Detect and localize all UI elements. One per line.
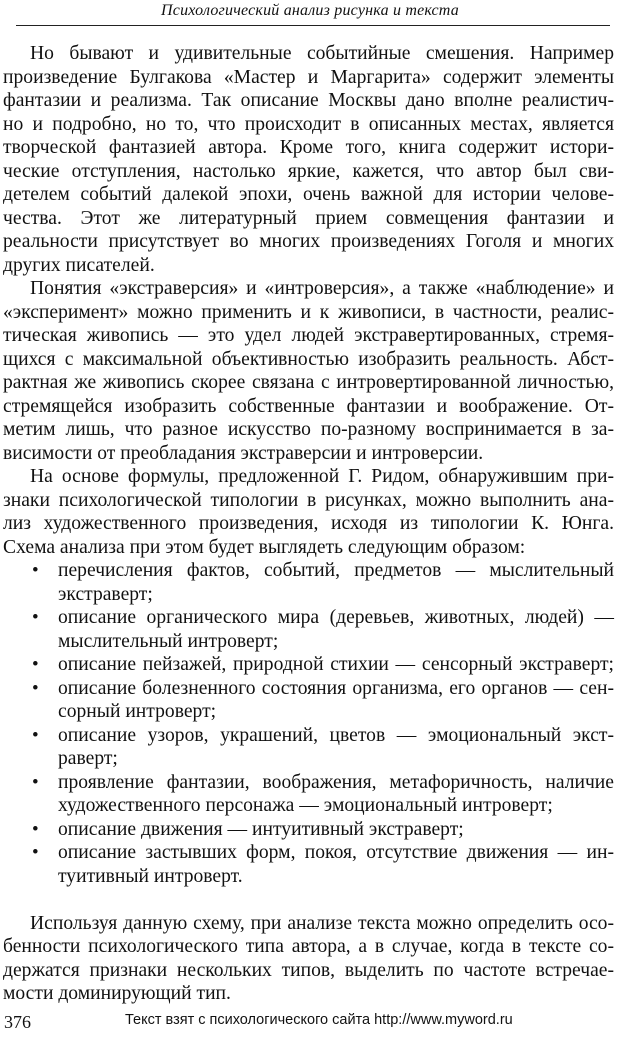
list-bullet: • (32, 771, 39, 793)
text-line: произведение Булгакова «Мастер и Маргарита» содержит элементы (3, 66, 614, 88)
list-item: туитивный интроверт. (58, 865, 243, 887)
list-bullet: • (32, 654, 39, 675)
text-line: висимости от преобладания экстраверсии и интроверсии. (3, 442, 484, 464)
text-line: но и подробно, но то, что происходит в описанных местах, является (3, 113, 614, 135)
text-line: чества. Этот же литературный прием совмещения фантазии и (3, 207, 614, 229)
list-bullet: • (32, 560, 39, 581)
text-line: творческой фантазией автора. Кроме того, книга содержит истори- (3, 137, 614, 158)
text-line: лиз художественного произведения, исходя из типологии К. Юнга. (3, 513, 614, 534)
text-line: фантазии и реализма. Так описание Москвы дано вполне реалистич- (3, 90, 614, 111)
list-item: описание органического мира (деревьев, животных, людей) — (58, 607, 614, 628)
page-number: 376 (4, 1012, 31, 1032)
list-item: описание застывших форм, покоя, отсутствие движения — ин- (58, 842, 614, 863)
source-footer: Текст взят с психологического сайта http://www.myword.ru (125, 1012, 513, 1028)
list-item: описание пейзажей, природной стихии — сенсорный экстраверт; (58, 654, 614, 675)
text-line: других писателей. (3, 254, 155, 276)
list-bullet: • (32, 842, 39, 863)
text-line: мости доминирующий тип. (3, 983, 231, 1004)
header-rule (16, 25, 610, 26)
text-line: держатся признаки нескольких типов, выделить по частоте встречае- (3, 959, 614, 981)
list-bullet: • (32, 677, 39, 699)
text-line: Схема анализа при этом будет выглядеть следующим образом: (3, 536, 526, 558)
list-item: экстраверт; (58, 583, 153, 605)
text-line: На основе формулы, предложенной Г. Ридом, обнаружившим при- (30, 466, 614, 487)
running-header: Психологический анализ рисунка и текста (161, 2, 459, 19)
text-line: реальности присутствует во многих произведениях Гоголя и многих (3, 231, 614, 252)
text-line: бенности психологического типа автора, а в случае, когда в тексте со- (3, 936, 614, 957)
text-line: ческие отступления, настолько яркие, кажется, что автор был сви- (3, 160, 614, 182)
list-bullet: • (32, 818, 39, 840)
list-item: перечисления фактов, событий, предметов — мыслительный (58, 560, 614, 581)
text-line: стремящейся изобразить собственные фантазии и воображение. От- (3, 395, 614, 417)
list-item: описание болезненного состояния организма, его органов — сен- (58, 677, 614, 699)
list-item: описание узоров, украшений, цветов — эмоциональный экст- (58, 724, 614, 746)
list-item: мыслительный интроверт; (58, 630, 279, 652)
list-item: сорный интроверт; (58, 701, 217, 722)
list-bullet: • (32, 724, 39, 746)
text-line: рактная же живопись скорее связана с интровертированной личностью, (3, 372, 614, 393)
text-line: тическая живопись — это удел людей экстравертированных, стремя- (3, 325, 614, 346)
list-item: описание движения — интуитивный экстраверт; (58, 818, 464, 840)
text-line: Но бывают и удивительные событийные смешения. Например (30, 43, 614, 64)
list-item: проявление фантазии, воображения, метафоричность, наличие (58, 771, 614, 793)
text-line: щихся с максимальной объективностью изобразить реальность. Абст- (3, 348, 614, 370)
text-line: знаки психологической типологии в рисунках, можно выполнить ана- (3, 489, 614, 511)
list-item: раверт; (58, 748, 118, 769)
text-line: «эксперимент» можно применить и к живописи, в частности, реалис- (3, 301, 614, 323)
list-bullet: • (32, 607, 39, 628)
text-line: Используя данную схему, при анализе текста можно определить осо- (30, 912, 614, 934)
list-item: художественного персонажа — эмоциональный интроверт; (58, 795, 553, 816)
text-line: метим лишь, что разное искусство по-разному воспринимается в за- (3, 419, 614, 440)
text-line: детелем событий далекой эпохи, очень важной для истории челове- (3, 184, 614, 205)
text-line: Понятия «экстраверсия» и «интроверсия», а также «наблюдение» и (30, 278, 614, 299)
